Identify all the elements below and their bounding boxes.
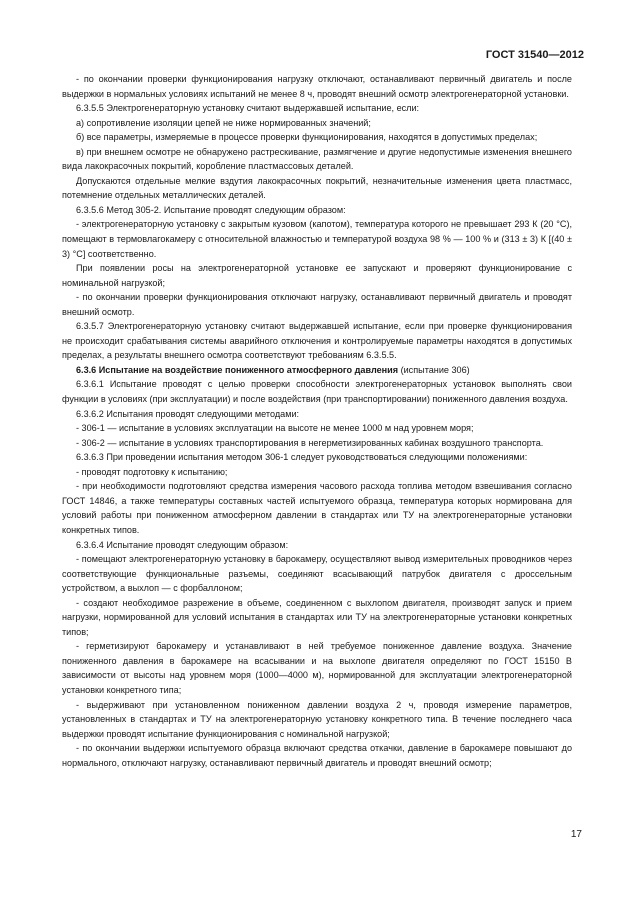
page-number: 17 (570, 829, 582, 840)
paragraph: 6.3.6.1 Испытание проводят с целью проверки способности электрогенераторных установок выполнять свои функции в условиях (при эксплуатации) и после воздействия (при транспортировании) пониженного давления воздуха. (62, 379, 572, 405)
paragraph: Допускаются отдельные мелкие вздутия лакокрасочных покрытий, незначительные изменения цвета пластмасс, потемнение отдельных металлических деталей. (62, 175, 572, 201)
paragraph: 6.3.5.5 Электрогенераторную установку считают выдержавшей испытание, если: (76, 103, 420, 114)
paragraph: При появлении росы на электрогенераторной установке ее запускают и проверяют функционирование с номинальной нагрузкой; (62, 263, 572, 288)
paragraph: 6.3.5.7 Электрогенераторную установку считают выдержавшей испытание, если при проверке функционирования не происходит срабатывания системы аварийного отключения и контролируемые параметры находятся в допустимых пределах, а результаты внешнего осмотра соответствуют требованиям 6.3.5.5. (62, 321, 572, 361)
list-item: - при необходимости подготовляют средства измерения часового расхода топлива методом взвешивания согласно ГОСТ 14846, а также температуры составных частей испытуемого образца, температура которых нормирована для условий работы при пониженном атмосферном давлении в стандартах или ТУ на электрогенераторные установки конкретных типов. (62, 481, 572, 535)
list-item: б) все параметры, измеряемые в процессе проверки функционирования, находятся в допустимых пределах; (76, 132, 538, 143)
document-id-header: ГОСТ 31540—2012 (485, 49, 584, 61)
paragraph: 6.3.6.4 Испытание проводят следующим образом: (76, 539, 289, 550)
list-item: - помещают электрогенераторную установку в барокамеру, осуществляют вывод измерительных проводников через соответствующие функциональные разъемы, соединяют всасывающий патрубок двигателя с дроссельным устройством, а выхлоп — с форбаллоном; (62, 554, 572, 594)
list-item: - выдерживают при установленном пониженном давлении воздуха 2 ч, проводя измерение параметров, установленных в стандартах и ТУ на электрогенераторную установку конкретного типа. В течение последнего часа выдержки проводят испытание функционирования с номинальной нагрузкой; (62, 699, 572, 739)
paragraph: - по окончании проверки функционирования отключают нагрузку, останавливают первичный двигатель и проводят внешний осмотр. (62, 292, 572, 317)
list-item: а) сопротивление изоляции цепей не ниже нормированных значений; (76, 117, 371, 128)
paragraph: 6.3.5.6 Метод 305-2. Испытание проводят следующим образом: (76, 204, 346, 215)
list-item: - 306-1 — испытание в условиях эксплуатации на высоте не менее 1000 м над уровнем моря; (76, 423, 474, 434)
list-item: - по окончании выдержки испытуемого образца включают средства откачки, давление в барокамере повышают до нормального, отключают нагрузку, останавливают первичный двигатель и проводят внешний осмотр; (62, 743, 572, 768)
paragraph: 6.3.6.3 При проведении испытания методом 306-1 следует руководствоваться следующими положениями: (76, 452, 528, 463)
paragraph: - электрогенераторную установку с закрытым кузовом (капотом), температура которого не превышает 293 К (20 °С), помещают в термовлагокамеру с относительной влажностью и температурой воздуха 98 % — 100 % и (313 ± 3) К [(40 ± 3) °С] соответственно. (62, 219, 572, 259)
list-item: в) при внешнем осмотре не обнаружено растрескивание, размягчение и другие недопустимые изменения внешнего вида лакокрасочных покрытий, коробление пластмассовых деталей. (62, 146, 572, 172)
list-item: - создают необходимое разрежение в объеме, соединенном с выхлопом двигателя, производят запуск и прием нагрузки, нормированной для условий испытания в стандартах или ТУ на электрогенераторные установки конкретных типов; (62, 597, 572, 637)
list-item: - 306-2 — испытание в условиях транспортирования в негерметизированных кабинах воздушного транспорта. (76, 437, 544, 448)
paragraph: 6.3.6.2 Испытания проводят следующими методами: (76, 408, 300, 419)
list-item: - проводят подготовку к испытанию; (76, 466, 228, 477)
document-body (62, 72, 572, 770)
paragraph: - по окончании проверки функционирования нагрузку отключают, останавливают первичный двигатель и после выдержки в нормальных условиях испытаний не менее 8 ч, проводят внешний осмотр электрогенераторной установки. (62, 74, 572, 99)
section-heading: 6.3.6 Испытание на воздействие пониженного атмосферного давления (76, 364, 399, 375)
section-heading-note: (испытание 306) (398, 364, 470, 375)
list-item: - герметизируют барокамеру и устанавливают в ней требуемое пониженное давление воздуха. Значение пониженного давления в барокамере на всасывании и на выхлопе двигателя определяют по ГОСТ 15150 В зависимости от высоты над уровнем моря (1000—4000 м), нормированной для эксплуатации электрогенераторной установки конкретного типа; (62, 641, 572, 695)
section-heading-paragraph (62, 363, 572, 378)
